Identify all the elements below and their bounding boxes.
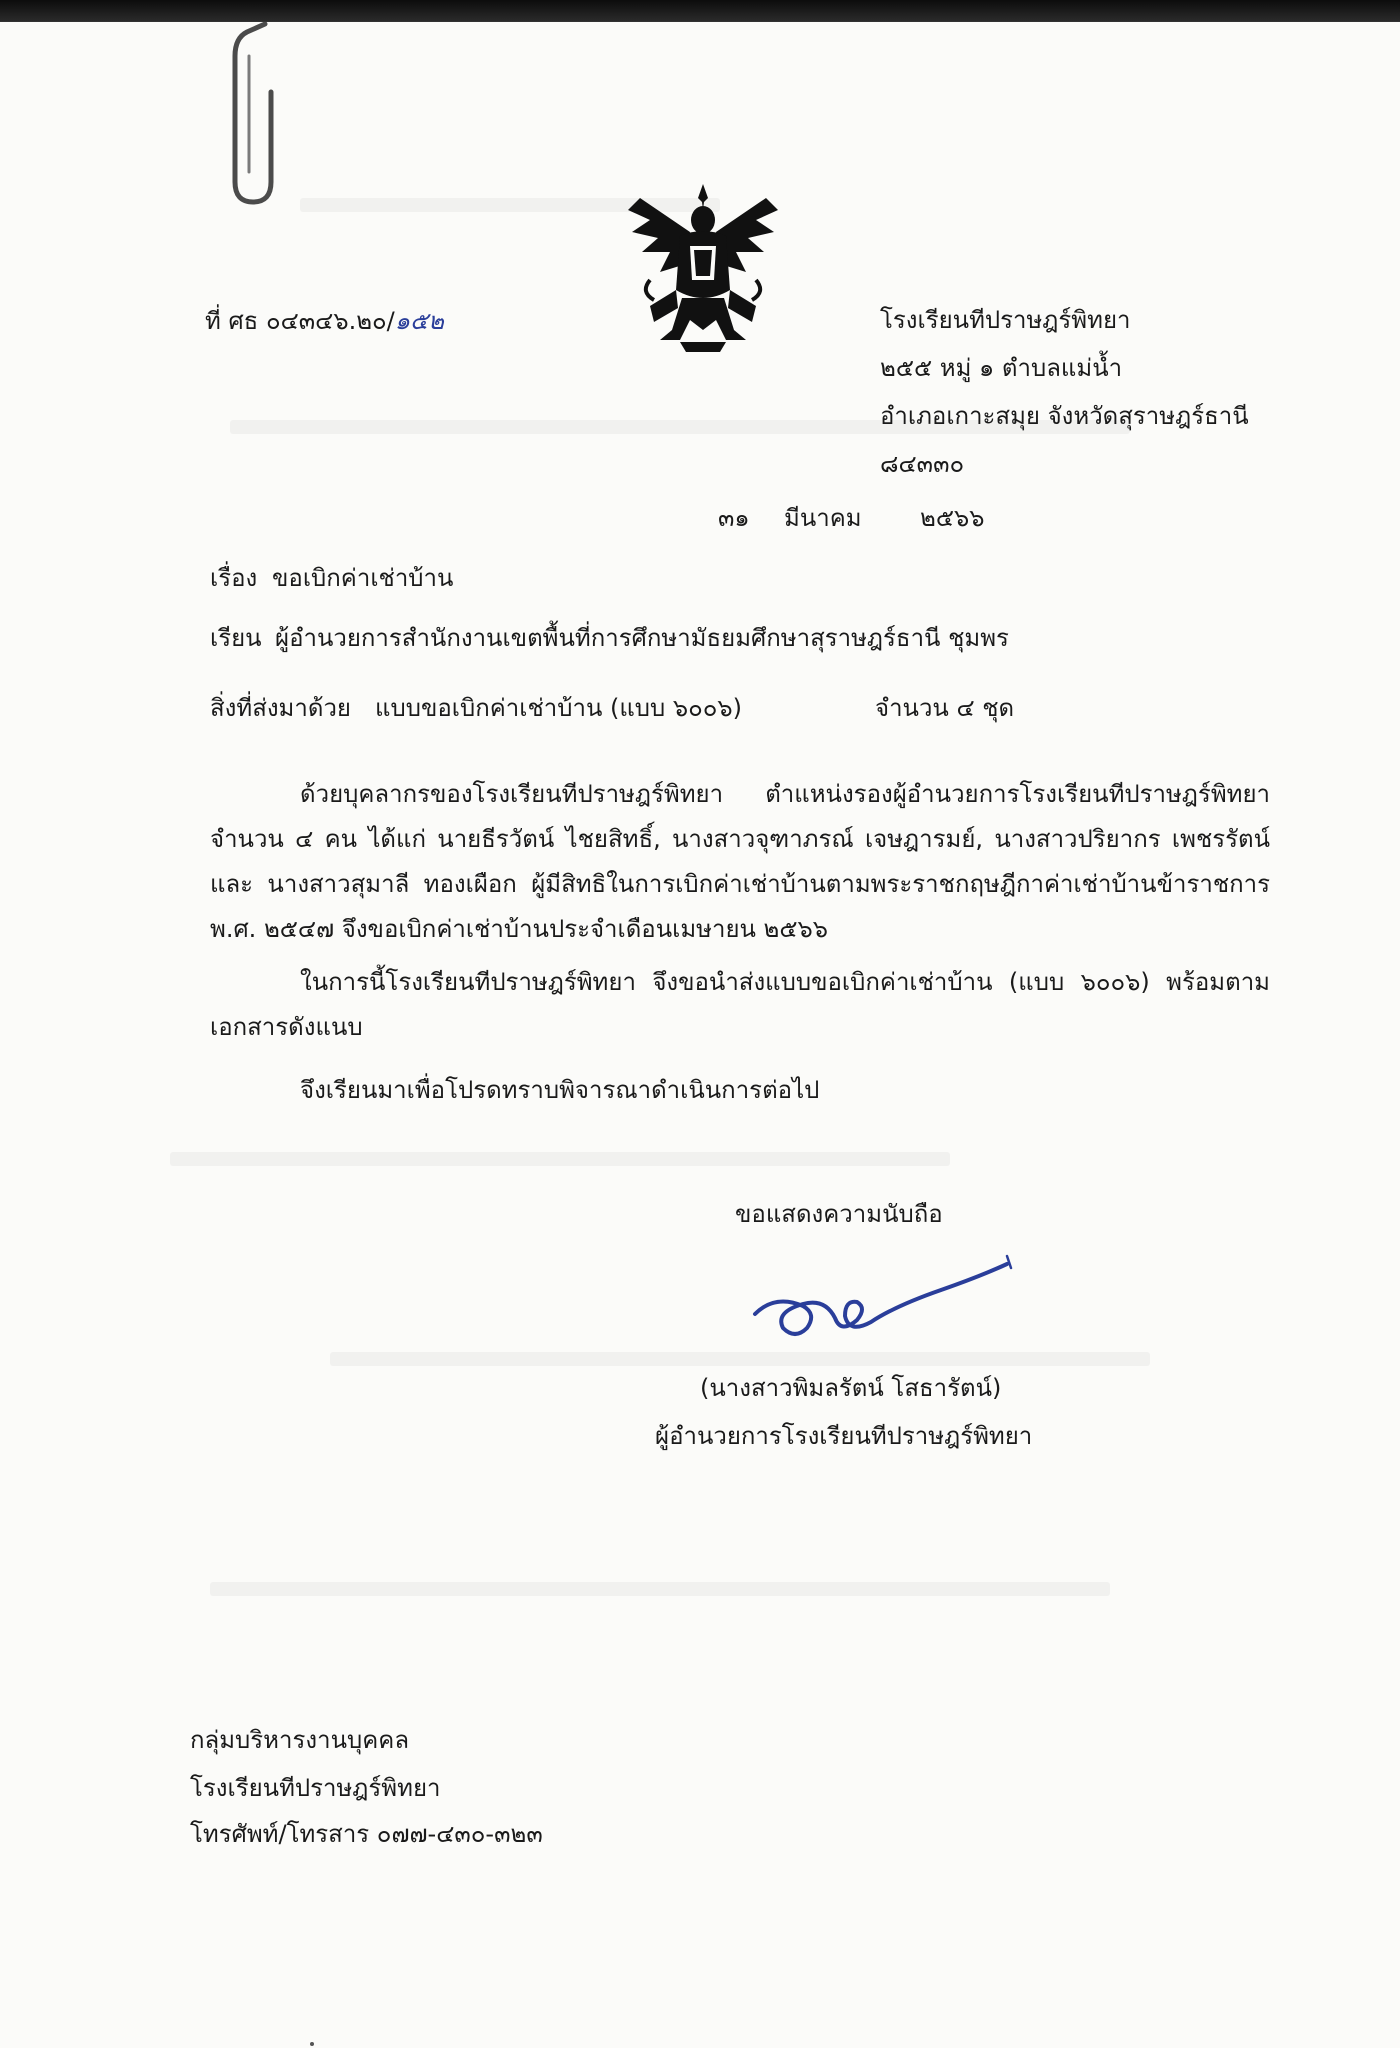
body-paragraph-1: ด้วยบุคลากรของโรงเรียนทีปราษฎร์พิทยา ตำแหน่งรองผู้อำนวยการโรงเรียนทีปราษฎร์พิทยา จำนวน ๔ คน ได้แก่ นายธีรวัตน์ ไชยสิทธิ์, นางสาวจุฑาภรณ์ เจษฎารมย์, นางสาวปริยากร เพชรรัตน์ และ นางสาวสุมาลี ทองเผือก ผู้มีสิทธิในการเบิกค่าเช่าบ้านตามพระราชกฤษฎีกาค่าเช่าบ้านข้าราชการ พ.ศ. ๒๕๔๗ จึงขอเบิกค่าเช่าบ้านประจำเดือนเมษายน ๒๕๖๖ [210,780,1270,943]
date-day: ๓๑ [718,504,750,532]
ref-number-handwritten: ๑๕๒ [394,307,444,335]
enclosure-text: แบบขอเบิกค่าเช่าบ้าน (แบบ ๖๐๐๖) [375,694,743,722]
footer-department: กลุ่มบริหารงานบุคคล [190,1726,410,1754]
letter-body [210,772,1270,1113]
date-year: ๒๕๖๖ [920,504,985,532]
signer-title: ผู้อำนวยการโรงเรียนทีปราษฎร์พิทยา [655,1422,1033,1450]
enclosure-label: สิ่งที่ส่งมาด้วย [210,694,351,722]
closing-phrase: ขอแสดงความนับถือ [735,1200,943,1228]
footer-school: โรงเรียนทีปราษฎร์พิทยา [190,1774,441,1802]
sender-name: โรงเรียนทีปราษฎร์พิทยา [880,306,1131,334]
letter-ref-number [205,309,444,333]
to-label: เรียน [210,624,262,652]
garuda-emblem-icon [620,180,786,356]
signature-icon [745,1250,1025,1360]
bleed-through [210,1582,1110,1596]
subject-text: ขอเบิกค่าเช่าบ้าน [272,564,454,592]
footer-phone: โทรศัพท์/โทรสาร ๐๗๗-๔๓๐-๓๒๓ [190,1820,543,1848]
dust-mark [310,2042,314,2046]
body-paragraph-2: ในการนี้โรงเรียนทีปราษฎร์พิทยา จึงขอนำส่งแบบขอเบิกค่าเช่าบ้าน (แบบ ๖๐๐๖) พร้อมตาม เอกสารดังแนบ [210,968,1270,1041]
enclosure-quantity: จำนวน ๔ ชุด [875,694,1015,722]
subject-label: เรื่อง [210,564,258,592]
sender-address-line1: ๒๕๕ หมู่ ๑ ตำบลแม่น้ำ [880,354,1123,382]
sender-address-line2: อำเภอเกาะสมุย จังหวัดสุราษฎร์ธานี [880,402,1249,430]
sender-postcode: ๘๔๓๓๐ [880,450,965,478]
bleed-through [170,1152,950,1166]
letter-page [0,22,1400,2048]
signer-name: (นางสาวพิมลรัตน์ โสธารัตน์) [700,1374,1002,1402]
paper-clip-icon [225,22,285,212]
to-recipient: ผู้อำนวยการสำนักงานเขตพื้นที่การศึกษามัธยมศึกษาสุราษฎร์ธานี ชุมพร [275,624,1009,652]
ref-prefix: ที่ ศธ ๐๔๓๔๖.๒๐/ [205,307,395,335]
bleed-through [330,1352,1150,1366]
date-month: มีนาคม [784,504,862,532]
body-paragraph-3: จึงเรียนมาเพื่อโปรดทราบพิจารณาดำเนินการต่อไป [300,1076,820,1104]
